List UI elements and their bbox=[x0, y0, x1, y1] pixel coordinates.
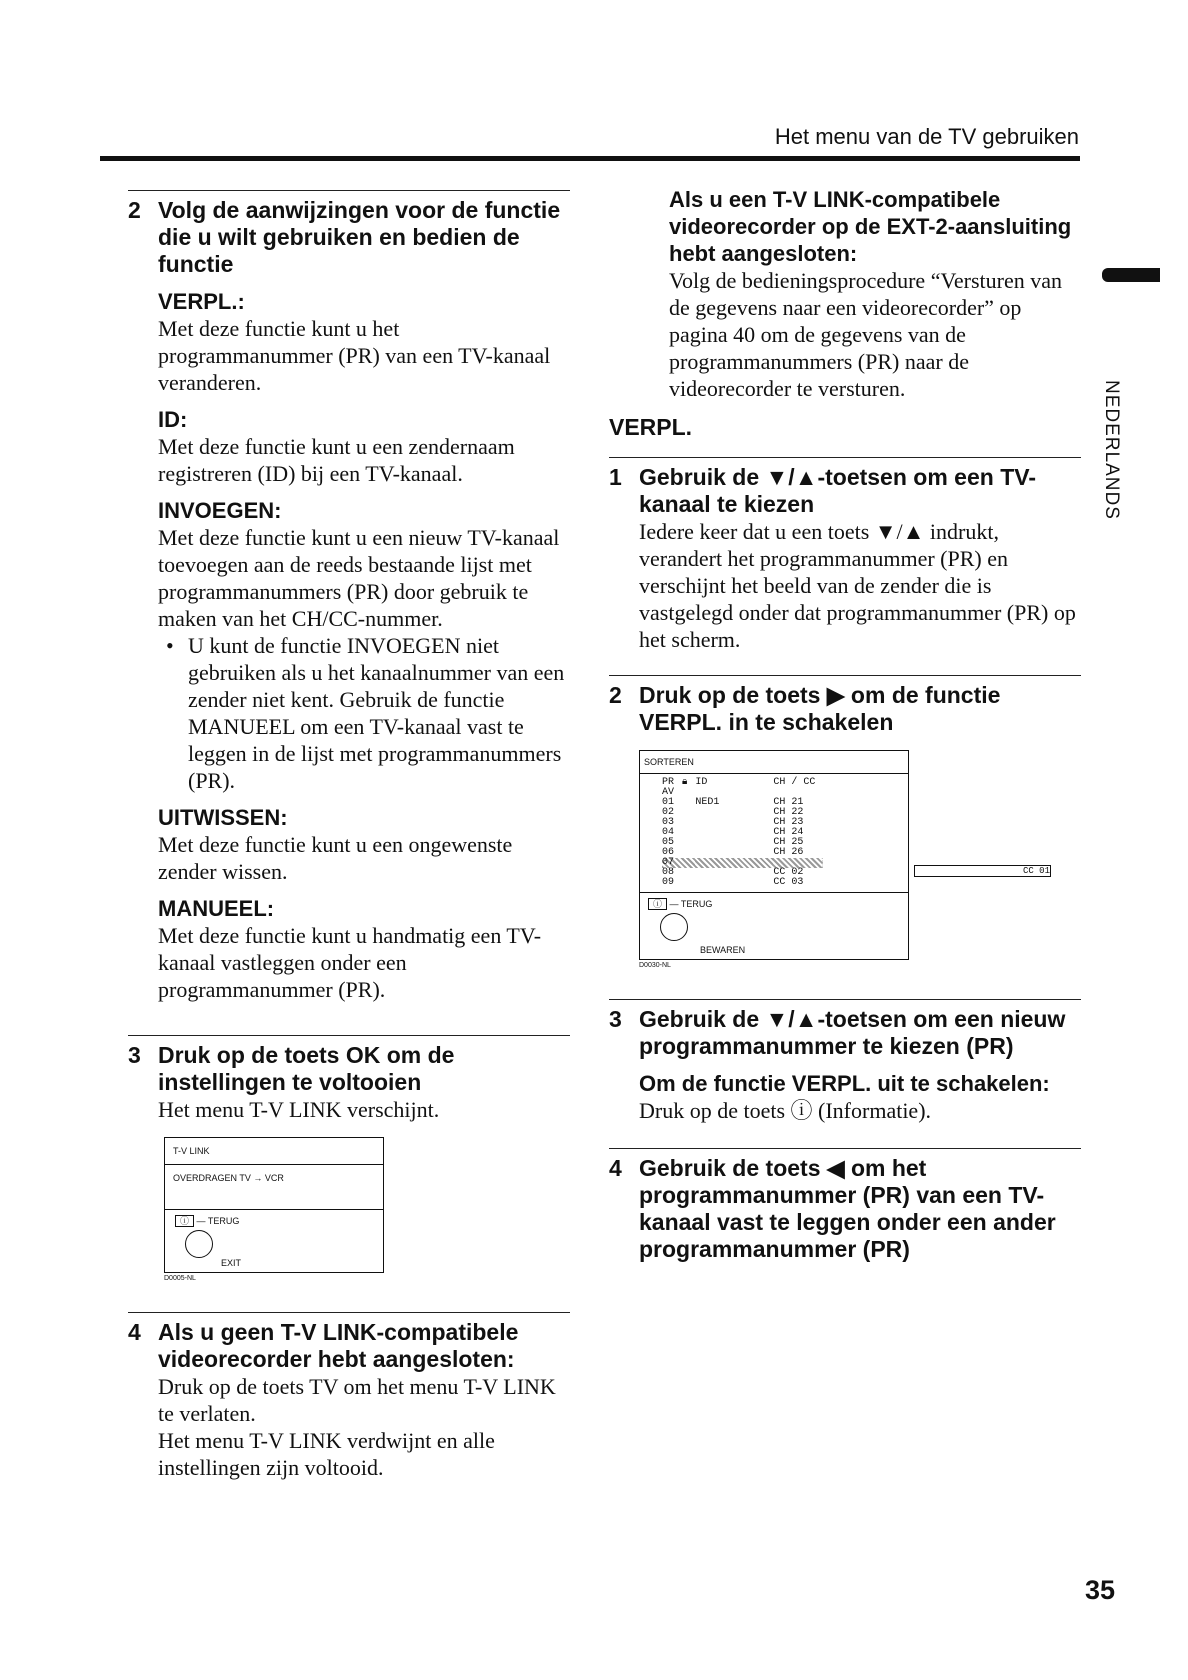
section-title bbox=[609, 414, 1081, 441]
step-number: 2 bbox=[128, 197, 141, 223]
channel-cell: CH 24 bbox=[773, 827, 804, 838]
channel-cell bbox=[682, 848, 695, 858]
channel-cell bbox=[682, 788, 695, 798]
page-number: 35 bbox=[1085, 1575, 1116, 1605]
channel-cell bbox=[682, 858, 695, 868]
osd-back-label: TERUG bbox=[207, 1216, 240, 1226]
intro-text: Volg de bedieningsprocedure “Versturen van de gegevens naar een videorecorder” op pagina 40 om de gegevens van de programmanummers (PR) naar de videorecorder te versturen. bbox=[669, 268, 1063, 401]
function-label: INVOEGEN: bbox=[158, 498, 282, 523]
channel-cell bbox=[682, 838, 695, 848]
channel-cell: 01 bbox=[662, 797, 675, 808]
channel-cell bbox=[695, 808, 773, 818]
channel-cell bbox=[695, 818, 773, 828]
remote-dpad-icon bbox=[185, 1230, 213, 1258]
function-label: UITWISSEN: bbox=[158, 805, 288, 830]
header-rule bbox=[100, 156, 1080, 161]
figure-code: D0005-NL bbox=[164, 1275, 196, 1282]
function-label: VERPL.: bbox=[158, 289, 245, 314]
step-text: Druk op de toets TV om het menu T-V LINK te verlaten. bbox=[158, 1374, 556, 1426]
channel-cell bbox=[682, 798, 695, 808]
function-text: Met deze functie kunt u een nieuw TV-kanaal toevoegen aan de reeds bestaande lijst met programmanummers (PR) door gebruik te maken van het CH/CC-nummer. bbox=[158, 525, 560, 631]
step-3-ok bbox=[128, 1035, 570, 1282]
moving-channel-label: CC 01 bbox=[1022, 866, 1050, 876]
step-4-store bbox=[609, 1148, 1081, 1263]
channel-cell bbox=[682, 868, 695, 878]
function-label: ID: bbox=[158, 407, 188, 432]
channel-cell: 03 bbox=[662, 817, 675, 828]
step-number: 4 bbox=[609, 1155, 622, 1181]
left-column bbox=[128, 190, 570, 1481]
channel-cell bbox=[682, 818, 695, 828]
page-header: Het menu van de TV gebruiken bbox=[774, 124, 1079, 149]
channel-cell: 09 bbox=[662, 877, 675, 888]
channel-cell: CH 21 bbox=[773, 797, 804, 808]
channel-cell: AV bbox=[662, 787, 675, 798]
channel-cell bbox=[682, 808, 695, 818]
step-3-new-pr bbox=[609, 999, 1081, 1124]
step-1-select bbox=[609, 457, 1081, 653]
channel-cell: CC 03 bbox=[773, 877, 804, 888]
channel-cell: 08 bbox=[662, 867, 675, 878]
step-number: 3 bbox=[128, 1042, 141, 1068]
osd-title: T-V LINK bbox=[165, 1138, 383, 1165]
column-header: PR bbox=[662, 777, 675, 788]
step-title: Gebruik de ▼/▲-toetsen om een TV-kanaal te kiezen bbox=[639, 464, 1036, 517]
sub-heading: Om de functie VERPL. uit te schakelen: bbox=[639, 1071, 1050, 1096]
channel-cell: CH 23 bbox=[773, 817, 804, 828]
language-tab-marker bbox=[1102, 268, 1160, 282]
channel-cell: CH 25 bbox=[773, 837, 804, 848]
channel-row bbox=[662, 848, 823, 858]
step-text: Iedere keer dat u een toets ▼/▲ indrukt, verandert het programmanummer (PR) en verschijnt het beeld van de zender die is vastgelegd onder dat programmanummer (PR) op het scherm. bbox=[639, 519, 1076, 652]
channel-cell: CH 22 bbox=[773, 807, 804, 818]
info-button-icon: ⓘ bbox=[648, 898, 667, 910]
function-text: Met deze functie kunt u een zendernaam registreren (ID) bij een TV-kanaal. bbox=[158, 434, 515, 486]
info-button-icon: ⓘ bbox=[175, 1215, 194, 1227]
function-text: Met deze functie kunt u het programmanummer (PR) van een TV-kanaal veranderen. bbox=[158, 316, 551, 395]
channel-row bbox=[662, 878, 823, 888]
step-title: Druk op de toets OK om de instellingen te voltooien bbox=[158, 1042, 455, 1095]
osd-save-label: BEWAREN bbox=[700, 945, 746, 955]
channel-cell: 06 bbox=[662, 847, 675, 858]
channel-cell: CC 02 bbox=[773, 867, 804, 878]
osd-title: SORTEREN bbox=[640, 751, 908, 774]
channel-cell: 07 bbox=[662, 857, 675, 868]
figure-code: D0030-NL bbox=[639, 962, 671, 969]
function-label: MANUEEL: bbox=[158, 896, 275, 921]
language-label: NEDERLANDS bbox=[1101, 380, 1122, 520]
channel-cell bbox=[682, 878, 695, 888]
right-column bbox=[609, 186, 1081, 1263]
channel-cell bbox=[695, 878, 773, 888]
channel-cell bbox=[695, 838, 773, 848]
step-number: 2 bbox=[609, 682, 622, 708]
lock-icon: 🔒︎ bbox=[682, 777, 688, 788]
step-title: Gebruik de ▼/▲-toetsen om een nieuw programmanummer te kiezen (PR) bbox=[639, 1006, 1066, 1059]
tv-link-osd: T-V LINK OVERDRAGEN TV → VCR ⓘ — TERUG EXIT bbox=[164, 1137, 384, 1273]
step-text: Het menu T-V LINK verschijnt. bbox=[158, 1097, 440, 1122]
step-text: Het menu T-V LINK verdwijnt en alle instellingen zijn voltooid. bbox=[158, 1428, 495, 1480]
step-2-move bbox=[609, 675, 1081, 969]
function-text: Met deze functie kunt u handmatig een TV-kanaal vastleggen onder een programmanummer (PR). bbox=[158, 923, 542, 1002]
step-number: 1 bbox=[609, 464, 622, 490]
osd-row: OVERDRAGEN TV → VCR bbox=[165, 1165, 383, 1210]
column-header: ID bbox=[695, 777, 708, 788]
step-2-functions bbox=[128, 190, 570, 1003]
function-text: Met deze functie kunt u een ongewenste zender wissen. bbox=[158, 832, 513, 884]
section-label: VERPL. bbox=[609, 414, 693, 440]
channel-cell: NED1 bbox=[695, 797, 720, 808]
channel-cell: 04 bbox=[662, 827, 675, 838]
channel-cell bbox=[695, 868, 773, 878]
column-header: CH / CC bbox=[773, 777, 816, 788]
step-number: 4 bbox=[128, 1319, 141, 1345]
note-bullet: • U kunt de functie INVOEGEN niet gebruiken als u het kanaalnummer van een zender niet kent. Gebruik de functie MANUEEL om een TV-kanaal vast te leggen in de lijst met programmanummers (PR). bbox=[158, 632, 570, 794]
channel-cell bbox=[695, 828, 773, 838]
step-title: Gebruik de toets ◀ om het programmanummer (PR) van een TV-kanaal vast te leggen onder een ander programmanummer (PR) bbox=[639, 1155, 1056, 1262]
step-title: Druk op de toets ▶ om de functie VERPL. in te schakelen bbox=[639, 682, 1001, 735]
channel-cell bbox=[695, 848, 773, 858]
step-4-no-tvlink bbox=[128, 1312, 570, 1481]
channel-table bbox=[662, 778, 823, 888]
step-title: Volg de aanwijzingen voor de functie die u wilt gebruiken en bedien de functie bbox=[158, 197, 561, 277]
sorteren-osd: SORTEREN PR 🔒︎ ID CH / CC AV 01 NED1 CH 21 02 CH 22 03 CH 23 04 CH 24 05 CH 25 06 CH 26 07 08 CC 02 09 CC 03 ⓘ — TERUG BEWAREN bbox=[639, 750, 909, 960]
step-title: Als u geen T-V LINK-compatibele videorecorder hebt aangesloten: bbox=[158, 1319, 519, 1372]
channel-cell: CH 26 bbox=[773, 847, 804, 858]
channel-cell: 05 bbox=[662, 837, 675, 848]
intro-title: Als u een T-V LINK-compatibele videorecorder op de EXT-2-aansluiting hebt aangesloten: bbox=[669, 187, 1072, 266]
osd-back-label: TERUG bbox=[680, 899, 713, 909]
channel-cell bbox=[682, 828, 695, 838]
step-number: 3 bbox=[609, 1006, 622, 1032]
channel-cell: 02 bbox=[662, 807, 675, 818]
remote-dpad-icon bbox=[660, 913, 688, 941]
step-text: Druk op de toets ⓘ (Informatie). bbox=[639, 1098, 932, 1123]
osd-exit-label: EXIT bbox=[221, 1258, 242, 1268]
moving-channel-box bbox=[914, 865, 1051, 877]
channel-cell bbox=[695, 858, 773, 868]
